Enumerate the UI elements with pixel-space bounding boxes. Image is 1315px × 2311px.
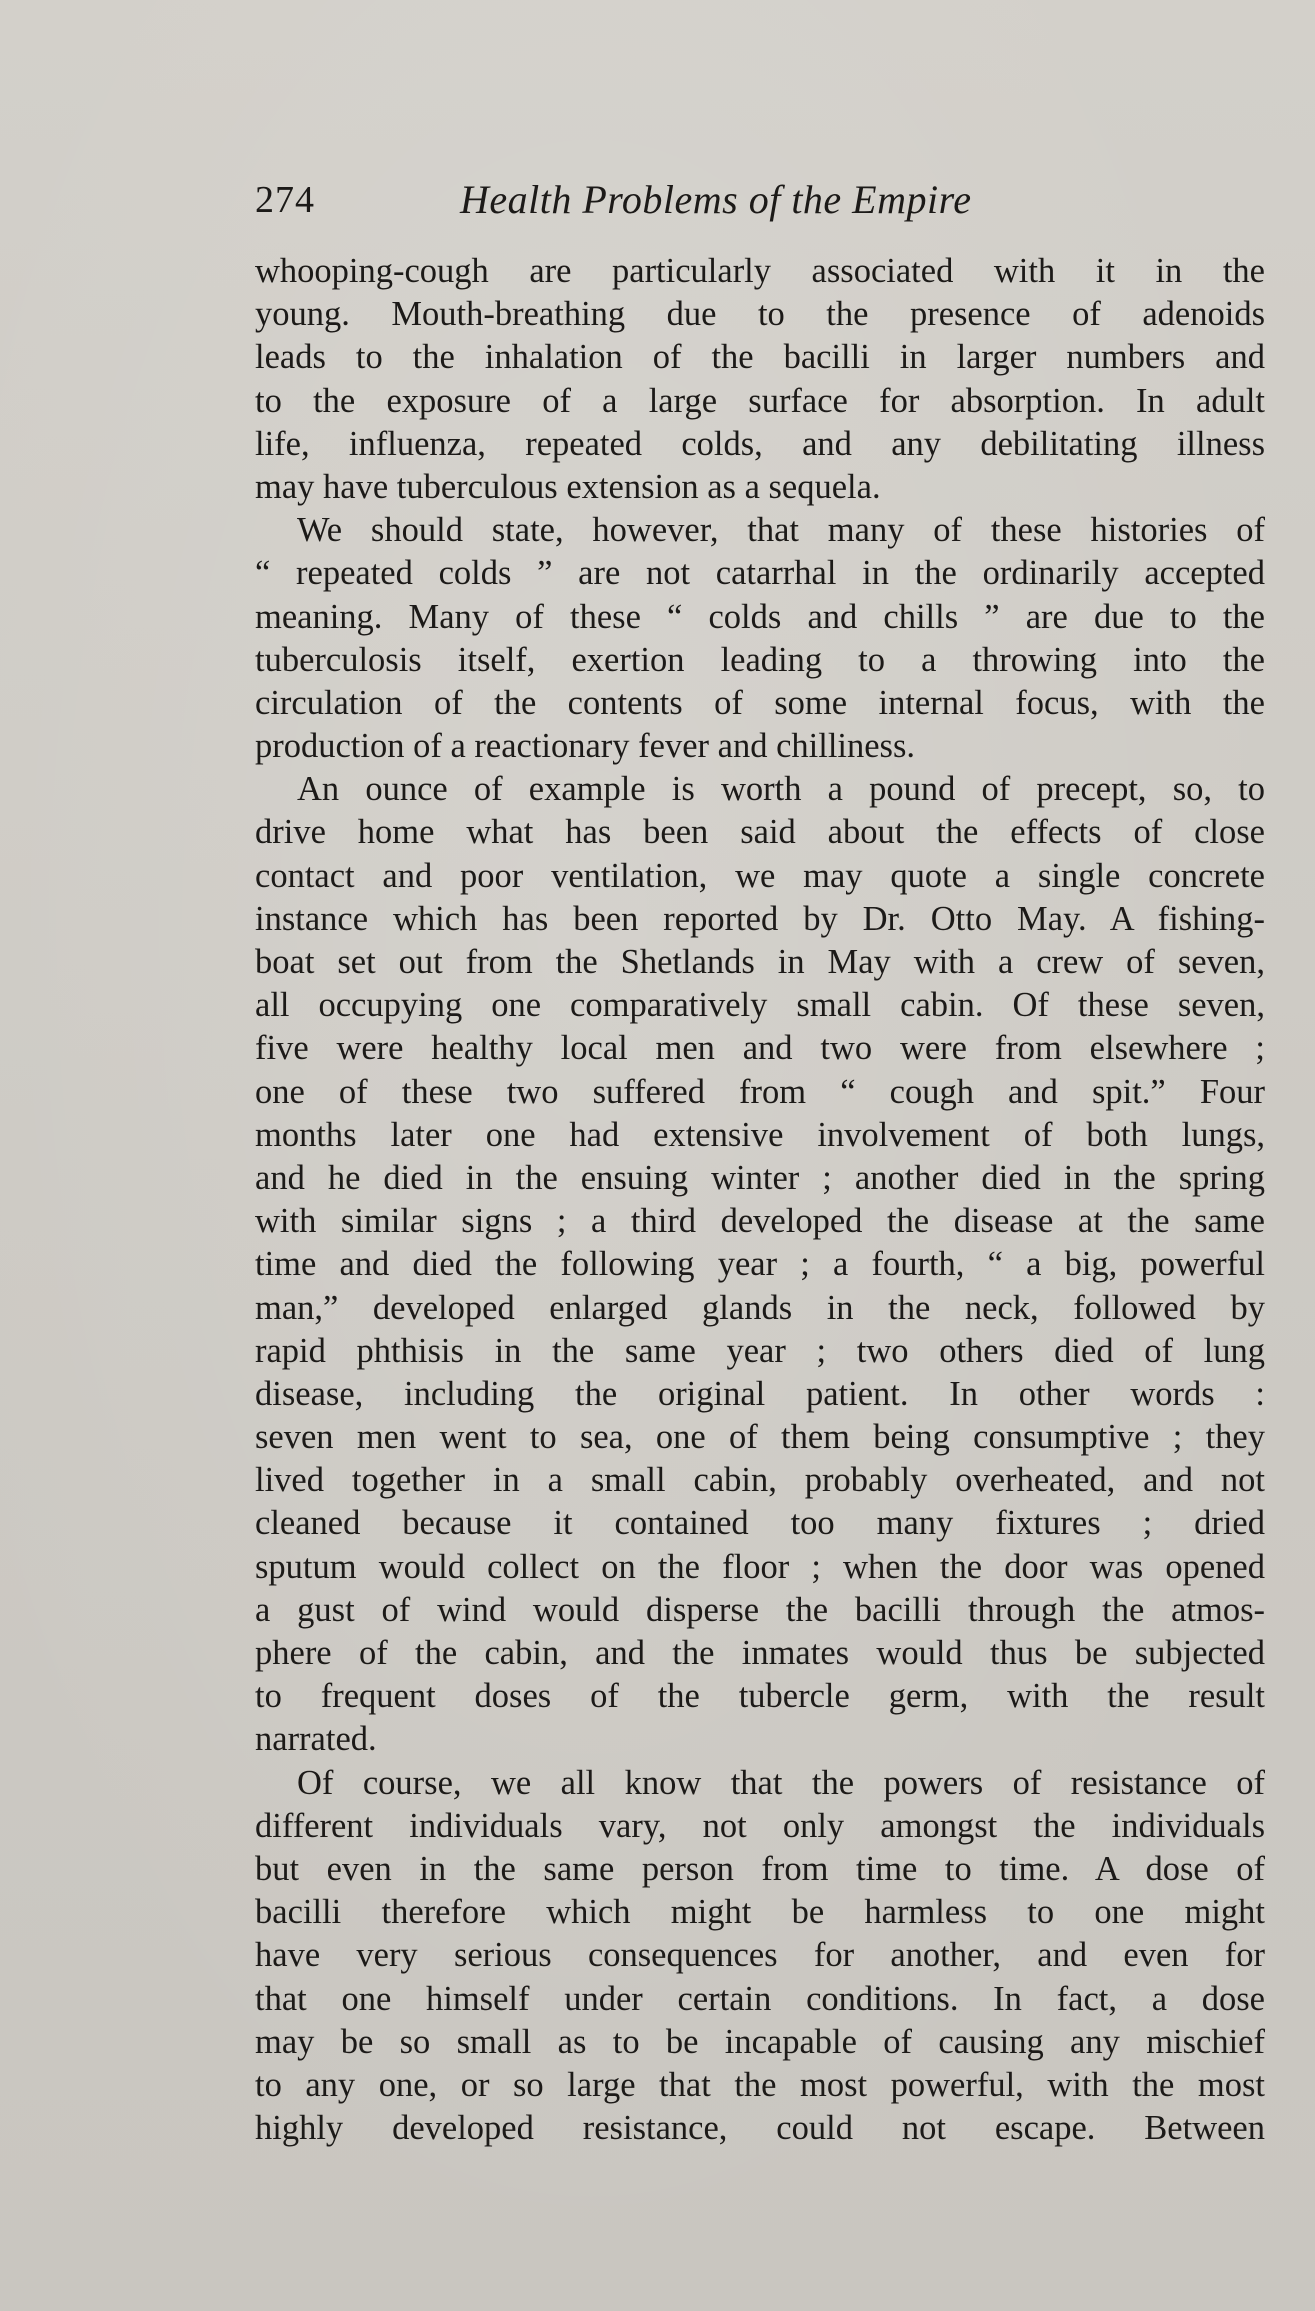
text-line: may be so small as to be incapable of causing any mischief bbox=[255, 2022, 1265, 2061]
page-number: 274 bbox=[255, 179, 315, 221]
text-line: man,” developed enlarged glands in the neck, followed by bbox=[255, 1288, 1265, 1327]
text-line: and he died in the ensuing winter ; another died in the spring bbox=[255, 1158, 1265, 1197]
text-line: that one himself under certain conditions. In fact, a dose bbox=[255, 1979, 1265, 2018]
text-line: “ repeated colds ” are not catarrhal in the ordinarily accepted bbox=[255, 554, 1265, 593]
text-line: all occupying one comparatively small cabin. Of these seven, bbox=[255, 986, 1265, 1025]
text-line: drive home what has been said about the effects of close bbox=[255, 813, 1265, 852]
text-line: have very serious consequences for another, and even for bbox=[255, 1936, 1265, 1975]
paragraph bbox=[255, 768, 1265, 1761]
text-line: Of course, we all know that the powers of resistance of bbox=[297, 1763, 1265, 1802]
text-line: instance which has been reported by Dr. Otto May. A fishing- bbox=[255, 899, 1265, 938]
text-line: contact and poor ventilation, we may quote a single concrete bbox=[255, 856, 1265, 895]
text-line: life, influenza, repeated colds, and any debilitating illness bbox=[255, 424, 1265, 463]
text-line: different individuals vary, not only amongst the individuals bbox=[255, 1806, 1265, 1845]
text-line: one of these two suffered from “ cough and spit.” Four bbox=[255, 1072, 1265, 1111]
text-line: phere of the cabin, and the inmates would thus be subjected bbox=[255, 1634, 1265, 1672]
text-line: may have tuberculous extension as a sequela. bbox=[255, 467, 881, 506]
text-line: young. Mouth-breathing due to the presence of adenoids bbox=[255, 295, 1265, 334]
text-line: meaning. Many of these “ colds and chills ” are due to the bbox=[255, 597, 1265, 636]
text-line: whooping-cough are particularly associated with it in the bbox=[255, 252, 1265, 290]
running-title: Health Problems of the Empire bbox=[460, 177, 972, 222]
text-line: with similar signs ; a third developed the disease at the same bbox=[255, 1202, 1265, 1241]
text-line: time and died the following year ; a fourth, “ a big, powerful bbox=[255, 1245, 1265, 1284]
text-line: but even in the same person from time to time. A dose of bbox=[255, 1849, 1265, 1888]
text-line: seven men went to sea, one of them being consumptive ; they bbox=[255, 1418, 1265, 1457]
text-line: production of a reactionary fever and chilliness. bbox=[255, 727, 916, 766]
text-line: disease, including the original patient. In other words : bbox=[255, 1374, 1265, 1413]
text-line: lived together in a small cabin, probably overheated, and not bbox=[255, 1461, 1265, 1500]
text-line: months later one had extensive involvement of both lungs, bbox=[255, 1115, 1265, 1154]
text-line: An ounce of example is worth a pound of precept, so, to bbox=[297, 770, 1265, 809]
text-line: bacilli therefore which might be harmless to one might bbox=[255, 1893, 1265, 1932]
paragraph bbox=[255, 250, 1265, 509]
text-line: boat set out from the Shetlands in May with a crew of seven, bbox=[255, 943, 1265, 981]
text-line: leads to the inhalation of the bacilli in larger numbers and bbox=[255, 338, 1265, 377]
text-line: sputum would collect on the floor ; when the door was opened bbox=[255, 1547, 1265, 1586]
text-line: to any one, or so large that the most powerful, with the most bbox=[255, 2065, 1265, 2104]
text-line: five were healthy local men and two were from elsewhere ; bbox=[255, 1029, 1265, 1068]
text-line: We should state, however, that many of these histories of bbox=[297, 511, 1265, 550]
text-line: narrated. bbox=[255, 1720, 377, 1759]
text-line: to frequent doses of the tubercle germ, with the result bbox=[255, 1677, 1265, 1716]
paragraph bbox=[255, 1762, 1265, 2151]
text-line: circulation of the contents of some internal focus, with the bbox=[255, 683, 1265, 722]
body-text bbox=[255, 250, 1265, 2148]
text-line: tuberculosis itself, exertion leading to a throwing into the bbox=[255, 640, 1265, 679]
text-line: rapid phthisis in the same year ; two others died of lung bbox=[255, 1331, 1265, 1370]
text-line: highly developed resistance, could not escape. Between bbox=[255, 2109, 1265, 2148]
text-line: to the exposure of a large surface for absorption. In adult bbox=[255, 381, 1265, 420]
text-line: a gust of wind would disperse the bacilli through the atmos- bbox=[255, 1590, 1265, 1629]
paragraph bbox=[255, 509, 1265, 768]
running-head bbox=[255, 170, 1255, 230]
text-line: cleaned because it contained too many fixtures ; dried bbox=[255, 1504, 1265, 1543]
